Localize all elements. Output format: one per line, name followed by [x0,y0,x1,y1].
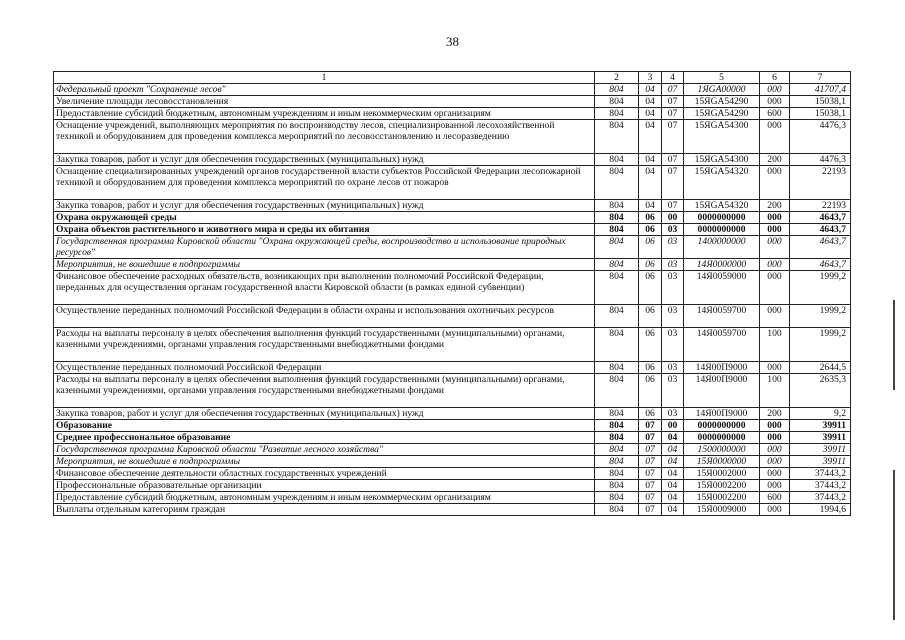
row-expense-type: 600 [760,492,790,504]
row-expense-type: 000 [760,259,790,271]
row-section: 04 [639,154,662,166]
row-name: Оснащение специализированных учреждений органов государственной власти субъектов Российской Федерации лесопожарной техникой и оборудованием для проведения комплекса мероприятий по охране лесов от пожаров [54,166,595,200]
row-subsection: 07 [662,84,684,96]
table-row [54,305,851,328]
row-code-admin: 804 [595,84,639,96]
row-target-article: 14Я00П9000 [684,374,760,408]
row-expense-type: 000 [760,271,790,305]
table-row [54,259,851,271]
row-target-article: 14Я0059700 [684,305,760,328]
row-amount: 41707,4 [790,84,851,96]
row-target-article: 1ЯGA00000 [684,84,760,96]
table-row [54,120,851,154]
row-expense-type: 000 [760,362,790,374]
row-amount: 4643,7 [790,224,851,236]
row-section: 07 [639,444,662,456]
table-row [54,236,851,259]
row-name: Профессиональные образовательные организации [54,480,595,492]
row-target-article: 1500000000 [684,444,760,456]
row-amount: 9,2 [790,408,851,420]
row-name: Осуществление переданных полномочий Российской Федерации [54,362,595,374]
table-row [54,84,851,96]
row-expense-type: 000 [760,236,790,259]
row-section: 06 [639,212,662,224]
row-subsection: 03 [662,259,684,271]
row-code-admin: 804 [595,108,639,120]
scan-edge-mark [893,470,895,620]
header-cell: 1 [54,72,595,84]
row-target-article: 15ЯGA54300 [684,154,760,166]
row-code-admin: 804 [595,362,639,374]
row-expense-type: 200 [760,408,790,420]
row-name: Мероприятия, не вошедшие в подпрограммы [54,259,595,271]
row-expense-type: 000 [760,432,790,444]
row-section: 04 [639,120,662,154]
row-amount: 22193 [790,166,851,200]
row-name: Увеличение площади лесовосстановления [54,96,595,108]
row-expense-type: 000 [760,480,790,492]
row-name: Охрана объектов растительного и животного мира и среды их обитания [54,224,595,236]
row-target-article: 15ЯGA54290 [684,96,760,108]
row-amount: 39911 [790,456,851,468]
row-expense-type: 000 [760,305,790,328]
row-amount: 15038,1 [790,108,851,120]
row-subsection: 03 [662,271,684,305]
table-row [54,362,851,374]
row-section: 04 [639,166,662,200]
row-section: 07 [639,504,662,516]
row-subsection: 04 [662,432,684,444]
row-expense-type: 600 [760,108,790,120]
row-amount: 2644,5 [790,362,851,374]
row-amount: 37443,2 [790,480,851,492]
row-expense-type: 200 [760,154,790,166]
row-amount: 22193 [790,200,851,212]
row-amount: 39911 [790,420,851,432]
row-subsection: 07 [662,166,684,200]
row-code-admin: 804 [595,468,639,480]
row-amount: 39911 [790,432,851,444]
header-cell: 4 [662,72,684,84]
row-expense-type: 000 [760,420,790,432]
table-row [54,271,851,305]
row-target-article: 0000000000 [684,224,760,236]
row-name: Расходы на выплаты персоналу в целях обеспечения выполнения функций государственными (муниципальными) органами, казенными учреждениями, органами управления государственными внебюджетными фондами [54,374,595,408]
row-code-admin: 804 [595,166,639,200]
row-name: Государственная программа Кировской области "Охрана окружающей среды, воспроизводство и использование природных ресурсов" [54,236,595,259]
row-name: Финансовое обеспечение расходных обязательств, возникающих при выполнении полномочий Российской Федерации, переданных для осуществления органам государственной власти Кировской области (в рамках единой субвенции) [54,271,595,305]
row-code-admin: 804 [595,200,639,212]
row-subsection: 03 [662,328,684,362]
row-expense-type: 000 [760,504,790,516]
row-subsection: 04 [662,504,684,516]
row-section: 06 [639,328,662,362]
row-subsection: 03 [662,374,684,408]
row-section: 07 [639,456,662,468]
row-expense-type: 000 [760,120,790,154]
table-row [54,480,851,492]
table-row [54,212,851,224]
row-subsection: 07 [662,154,684,166]
row-amount: 1999,2 [790,305,851,328]
row-expense-type: 000 [760,456,790,468]
row-target-article: 15ЯGA54290 [684,108,760,120]
row-amount: 15038,1 [790,96,851,108]
row-section: 04 [639,96,662,108]
row-code-admin: 804 [595,504,639,516]
row-target-article: 15Я0002200 [684,492,760,504]
row-expense-type: 000 [760,166,790,200]
row-amount: 2635,3 [790,374,851,408]
table-row [54,96,851,108]
table-row [54,224,851,236]
row-name: Среднее профессиональное образование [54,432,595,444]
row-subsection: 03 [662,305,684,328]
row-name: Закупка товаров, работ и услуг для обеспечения государственных (муниципальных) нужд [54,154,595,166]
row-code-admin: 804 [595,480,639,492]
row-code-admin: 804 [595,271,639,305]
row-target-article: 15ЯGA54320 [684,166,760,200]
row-section: 07 [639,420,662,432]
row-target-article: 1400000000 [684,236,760,259]
row-target-article: 15Я0002200 [684,480,760,492]
row-code-admin: 804 [595,444,639,456]
table-row [54,374,851,408]
row-expense-type: 000 [760,212,790,224]
row-amount: 4643,7 [790,236,851,259]
row-code-admin: 804 [595,408,639,420]
row-section: 06 [639,374,662,408]
row-section: 06 [639,271,662,305]
row-expense-type: 000 [760,444,790,456]
row-amount: 1999,2 [790,328,851,362]
row-target-article: 15Я0009000 [684,504,760,516]
row-subsection: 03 [662,236,684,259]
row-name: Мероприятия, не вошедшие в подпрограммы [54,456,595,468]
budget-table [53,71,851,516]
row-amount: 4476,3 [790,120,851,154]
row-expense-type: 000 [760,224,790,236]
row-name: Государственная программа Кировской области "Развитие лесного хозяйства" [54,444,595,456]
row-amount: 4476,3 [790,154,851,166]
row-section: 04 [639,84,662,96]
row-section: 06 [639,305,662,328]
table-row [54,420,851,432]
row-target-article: 0000000000 [684,432,760,444]
header-cell: 7 [790,72,851,84]
row-name: Расходы на выплаты персоналу в целях обеспечения выполнения функций государственными (муниципальными) органами, казенными учреждениями, органами управления государственными внебюджетными фондами [54,328,595,362]
row-target-article: 0000000000 [684,212,760,224]
header-cell: 6 [760,72,790,84]
row-section: 07 [639,480,662,492]
row-name: Предоставление субсидий бюджетным, автономным учреждениям и иным некоммерческим организациям [54,492,595,504]
table-header-row [54,72,851,84]
row-section: 06 [639,408,662,420]
row-code-admin: 804 [595,492,639,504]
row-section: 06 [639,224,662,236]
row-subsection: 07 [662,120,684,154]
row-expense-type: 000 [760,84,790,96]
row-name: Осуществление переданных полномочий Российской Федерации в области охраны и использования охотничьих ресурсов [54,305,595,328]
row-expense-type: 100 [760,328,790,362]
row-name: Охрана окружающей среды [54,212,595,224]
row-code-admin: 804 [595,432,639,444]
page-number: 38 [446,34,459,49]
row-amount: 4643,7 [790,259,851,271]
row-section: 06 [639,236,662,259]
table-row [54,108,851,120]
row-target-article: 0000000000 [684,420,760,432]
row-target-article: 14Я0000000 [684,259,760,271]
row-expense-type: 000 [760,96,790,108]
row-subsection: 03 [662,224,684,236]
row-code-admin: 804 [595,224,639,236]
row-expense-type: 000 [760,468,790,480]
row-amount: 1999,2 [790,271,851,305]
row-name: Финансовое обеспечение деятельности областных государственных учреждений [54,468,595,480]
row-section: 07 [639,492,662,504]
row-code-admin: 804 [595,212,639,224]
row-subsection: 07 [662,108,684,120]
row-name: Образование [54,420,595,432]
row-subsection: 07 [662,96,684,108]
table-row [54,154,851,166]
table-row [54,408,851,420]
row-target-article: 14Я00П9000 [684,362,760,374]
row-target-article: 15Я0002000 [684,468,760,480]
row-section: 06 [639,362,662,374]
row-code-admin: 804 [595,259,639,271]
table-row [54,444,851,456]
header-cell: 2 [595,72,639,84]
table-row [54,166,851,200]
row-name: Закупка товаров, работ и услуг для обеспечения государственных (муниципальных) нужд [54,200,595,212]
row-code-admin: 804 [595,328,639,362]
row-target-article: 15ЯGA54300 [684,120,760,154]
row-name: Федеральный проект "Сохранение лесов" [54,84,595,96]
table-row [54,456,851,468]
row-code-admin: 804 [595,236,639,259]
row-code-admin: 804 [595,305,639,328]
row-subsection: 04 [662,468,684,480]
row-name: Предоставление субсидий бюджетным, автономным учреждениям и иным некоммерческим организациям [54,108,595,120]
row-subsection: 00 [662,420,684,432]
table-row [54,432,851,444]
table-row [54,504,851,516]
row-amount: 1994,6 [790,504,851,516]
row-code-admin: 804 [595,374,639,408]
table-row [54,328,851,362]
row-subsection: 03 [662,408,684,420]
row-name: Оснащение учреждений, выполняющих мероприятия по воспроизводству лесов, специализированной лесохозяйственной техникой и оборудованием для проведения комплекса мероприятий по лесовосстановлению и лесоразведению [54,120,595,154]
row-section: 04 [639,200,662,212]
row-expense-type: 200 [760,200,790,212]
table-row [54,492,851,504]
header-cell: 3 [639,72,662,84]
row-code-admin: 804 [595,120,639,154]
row-section: 04 [639,108,662,120]
row-target-article: 15ЯGA54320 [684,200,760,212]
table-row [54,468,851,480]
row-amount: 37443,2 [790,468,851,480]
row-name: Закупка товаров, работ и услуг для обеспечения государственных (муниципальных) нужд [54,408,595,420]
row-subsection: 04 [662,480,684,492]
row-name: Выплаты отдельным категориям граждан [54,504,595,516]
row-code-admin: 804 [595,96,639,108]
scan-edge-mark [893,300,895,390]
row-expense-type: 100 [760,374,790,408]
row-target-article: 14Я00П9000 [684,408,760,420]
header-cell: 5 [684,72,760,84]
row-section: 07 [639,468,662,480]
table-row [54,200,851,212]
row-amount: 4643,7 [790,212,851,224]
row-target-article: 14Я0059000 [684,271,760,305]
row-code-admin: 804 [595,456,639,468]
row-subsection: 07 [662,200,684,212]
row-code-admin: 804 [595,420,639,432]
row-section: 06 [639,259,662,271]
row-amount: 37443,2 [790,492,851,504]
row-target-article: 14Я0059700 [684,328,760,362]
row-subsection: 04 [662,456,684,468]
row-amount: 39911 [790,444,851,456]
row-section: 07 [639,432,662,444]
row-target-article: 15Я0000000 [684,456,760,468]
row-code-admin: 804 [595,154,639,166]
row-subsection: 00 [662,212,684,224]
row-subsection: 04 [662,492,684,504]
row-subsection: 03 [662,362,684,374]
row-subsection: 04 [662,444,684,456]
